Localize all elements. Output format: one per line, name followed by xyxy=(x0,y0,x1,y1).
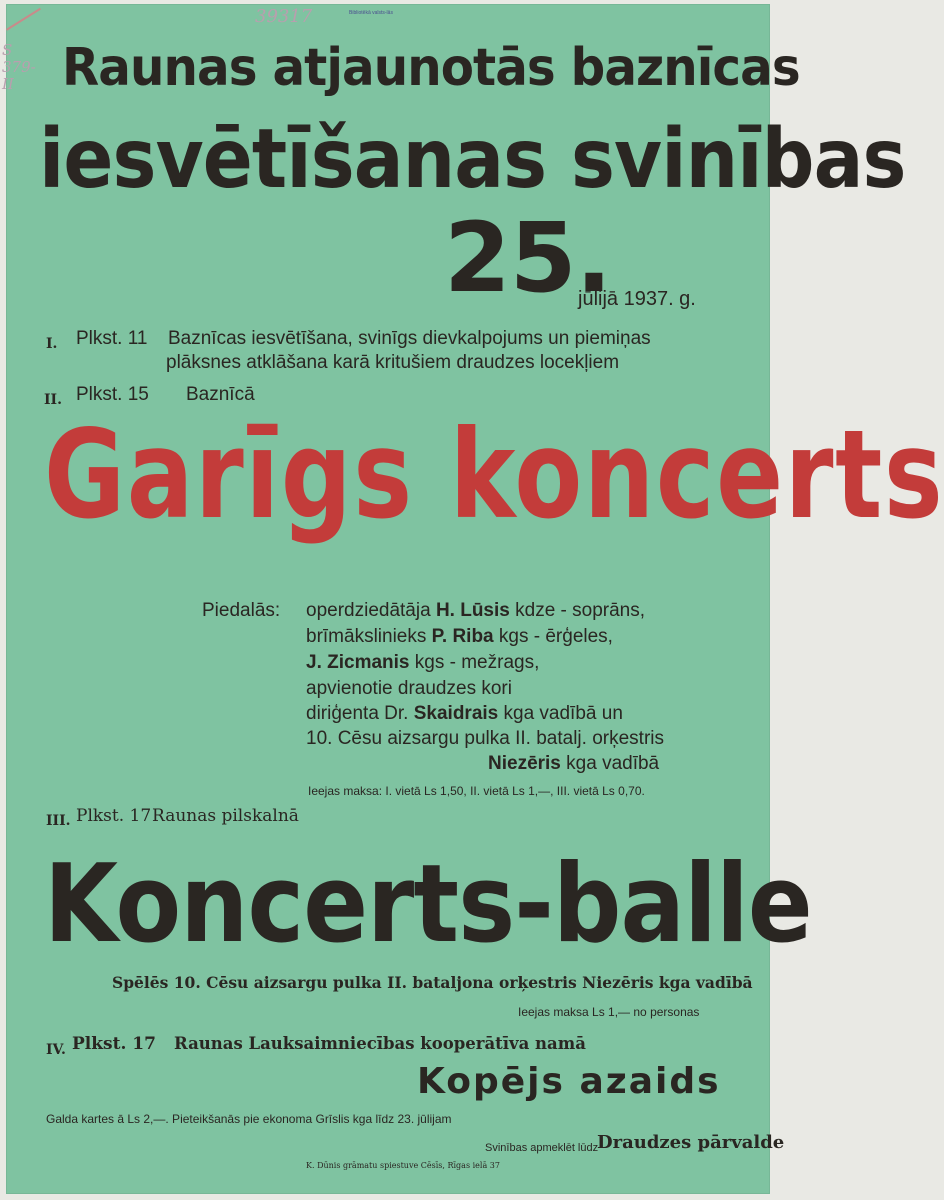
section-4-numeral: IV. xyxy=(46,1042,66,1058)
section-3-time: Plkst. 17 xyxy=(76,806,152,826)
corner-shelf-mark: S 379-II xyxy=(2,41,36,93)
archive-number: 39317 xyxy=(255,6,313,27)
concert-fee: Ieejas maksa: I. vietā Ls 1,50, II. vietā Ls 1,—, III. vietā Ls 0,70. xyxy=(308,784,645,798)
concert-ball-orchestra: Spēlēs 10. Cēsu aizsargu pulka II. bataljona orķestris Niezēris kga vadībā xyxy=(112,973,753,992)
parish-board-signature: Draudzes pārvalde xyxy=(597,1132,785,1153)
participant-line: apvienotie draudzes kori xyxy=(306,678,512,699)
section-4-time: Plkst. 17 xyxy=(72,1034,156,1054)
section-2-time: Plkst. 15 xyxy=(76,384,149,405)
poster-title-line2: iesvētīšanas svinības xyxy=(39,112,906,207)
concert-ball-fee: Ieejas maksa Ls 1,— no personas xyxy=(518,1005,700,1019)
section-1-text-line2: plāksnes atklāšana karā kritušiem draudzes locekļiem xyxy=(166,352,620,373)
dinner-note: Galda kartes ā Ls 2,—. Pieteikšanās pie ekonoma Grīslis kga līdz 23. jūlijam xyxy=(46,1112,452,1126)
participant-line: brīmākslinieks P. Riba kgs - ērģeles, xyxy=(306,626,613,647)
event-date-number: 25. xyxy=(444,202,612,314)
sacred-concert-title: Garīgs koncerts xyxy=(44,404,944,546)
participants-label: Piedalās: xyxy=(202,600,281,621)
invitation-text: Svinības apmeklēt lūdz xyxy=(485,1142,599,1154)
participant-line: 10. Cēsu aizsargu pulka II. batalj. orķestris xyxy=(306,728,665,749)
section-4-place: Raunas Lauksaimniecības kooperātīva namā xyxy=(174,1034,586,1053)
event-date-rest: jūlijā 1937. g. xyxy=(578,288,696,310)
section-3-numeral: III. xyxy=(46,813,71,829)
section-1-time: Plkst. 11 xyxy=(76,328,148,349)
printer-imprint: K. Dūnis grāmatu spiestuve Cēsīs, Rīgas ielā 37 xyxy=(306,1161,500,1170)
participant-line: Niezēris kga vadībā xyxy=(488,753,660,774)
poster xyxy=(2,4,944,1194)
participant-line: operdziedātāja H. Lūsis kdze - soprāns, xyxy=(306,600,646,621)
common-dinner-title: Kopējs azaids xyxy=(417,1061,721,1102)
poster-title-line1: Raunas atjaunotās baznīcas xyxy=(62,38,800,98)
concert-ball-title: Koncerts-balle xyxy=(44,842,812,967)
section-1-numeral: I. xyxy=(46,336,58,352)
participant-line: diriģenta Dr. Skaidrais kga vadībā un xyxy=(306,703,623,724)
section-2-numeral: II. xyxy=(44,392,62,408)
corner-pencil-mark xyxy=(6,8,41,31)
section-2-place: Baznīcā xyxy=(186,384,255,405)
section-1-text-line1: Baznīcas iesvētīšana, svinīgs dievkalpojums un piemiņas xyxy=(168,328,651,349)
library-stamp: Bibliotēkā valsts-lās xyxy=(349,10,393,16)
participant-line: J. Zicmanis kgs - mežrags, xyxy=(306,652,540,673)
section-3-place: Raunas pilskalnā xyxy=(152,806,299,826)
